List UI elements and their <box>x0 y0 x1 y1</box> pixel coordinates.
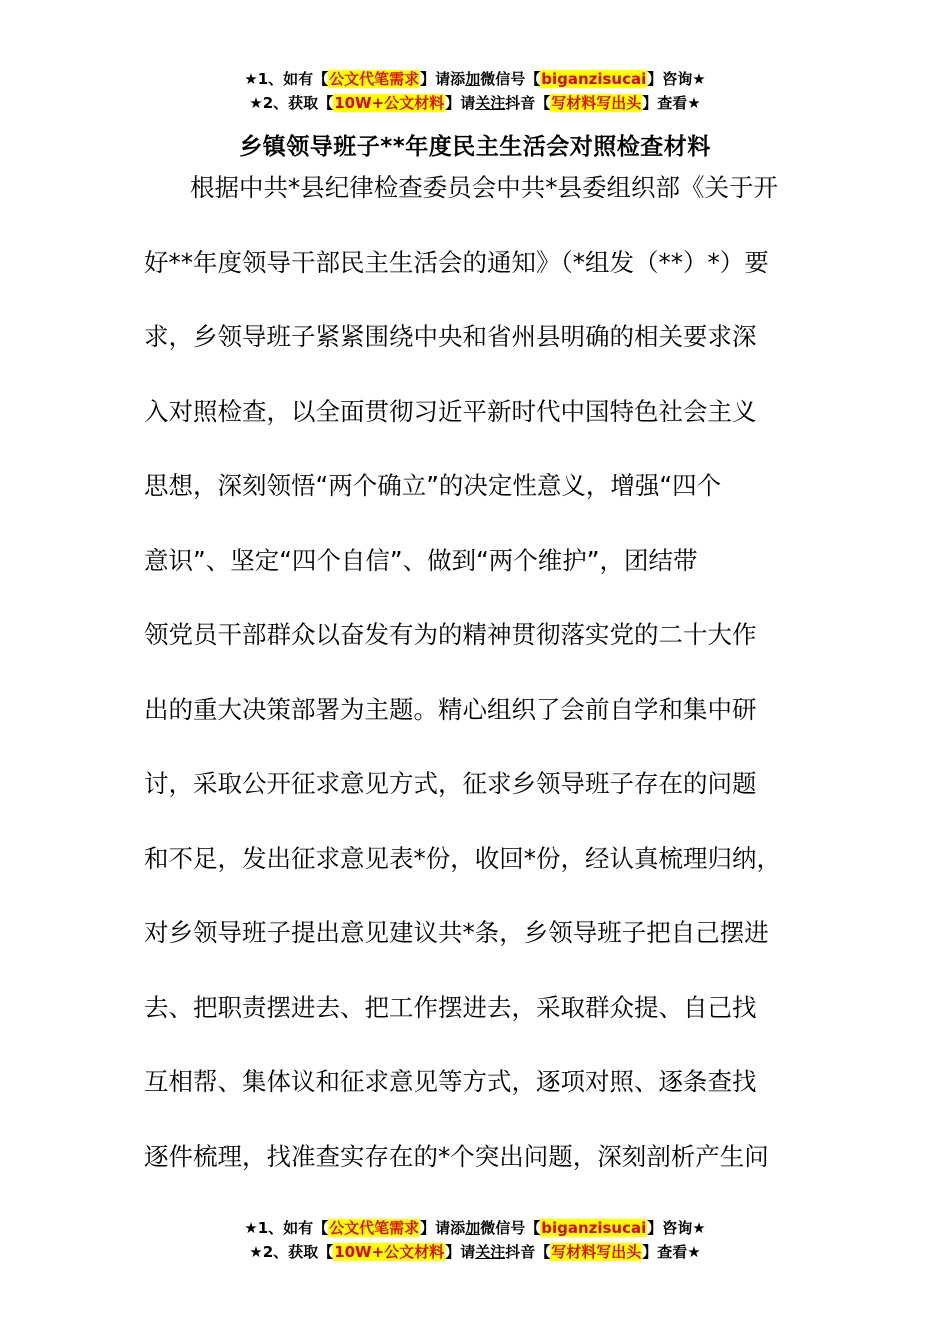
notice-text: 】查看★ <box>642 94 701 112</box>
notice-text: 微信号【 <box>480 1219 541 1237</box>
body-line: 去、把职责摆进去、把工作摆进去，采取群众提、自己找 <box>144 992 757 1022</box>
materials-highlight: 10W+公文材料 <box>334 94 445 112</box>
body-line: 对乡领导班子提出意见建议共*条，乡领导班子把自己摆进 <box>144 918 769 947</box>
notice-underlined-text: 关注 <box>475 94 506 112</box>
notice-text: 抖音【 <box>505 94 551 112</box>
header-notice <box>0 67 950 115</box>
document-body <box>144 170 806 1213</box>
body-line: 意识”、坚定“四个自信”、做到“两个维护”，团结带 <box>144 545 698 575</box>
notice-line-1 <box>0 67 950 91</box>
body-line: 逐件梳理，找准查实存在的*个突出问题，深刻剖析产生问 <box>144 1141 769 1171</box>
body-line: 和不足，发出征求意见表*份，收回*份，经认真梳理归纳， <box>144 843 781 873</box>
notice-line-1 <box>0 1216 950 1240</box>
notice-text: ★2、获取【 <box>249 1243 334 1261</box>
notice-text: ★2、获取【 <box>249 94 334 112</box>
body-line: 求，乡领导班子紧紧围绕中央和省州县明确的相关要求深 <box>144 322 757 351</box>
notice-text: 】咨询★ <box>647 1219 706 1237</box>
notice-text: 】请 <box>445 1243 476 1261</box>
notice-line-2 <box>0 91 950 115</box>
notice-text: ★1、如有【 <box>244 70 329 88</box>
body-line: 思想，深刻领悟“两个确立”的决定性意义，增强“四个 <box>144 471 722 500</box>
notice-text: 抖音【 <box>505 1243 551 1261</box>
douyin-account-highlight: 写材料写出头 <box>551 1243 642 1261</box>
notice-text: 】请 <box>445 94 476 112</box>
body-line: 讨，采取公开征求意见方式，征求乡领导班子存在的问题 <box>144 769 757 798</box>
body-line: 领党员干部群众以奋发有为的精神贯彻落实党的二十大作 <box>144 620 757 649</box>
notice-underlined-text: 加 <box>465 70 481 88</box>
notice-text: 】查看★ <box>642 1243 701 1261</box>
notice-line-2 <box>0 1240 950 1264</box>
notice-text: ★1、如有【 <box>244 1219 329 1237</box>
footer-notice <box>0 1216 950 1264</box>
notice-underlined-text: 关注 <box>475 1243 506 1261</box>
materials-highlight: 10W+公文材料 <box>334 1243 445 1261</box>
wechat-id-highlight: biganzisucai <box>541 70 647 88</box>
body-line: 互相帮、集体议和征求意见等方式，逐项对照、逐条查找 <box>144 1067 757 1096</box>
notice-text: 】请添 <box>420 70 466 88</box>
notice-text: 】请添 <box>420 1219 466 1237</box>
body-line: 好**年度领导干部民主生活会的通知》（*组发（**）*）要 <box>144 247 769 277</box>
body-line: 入对照检查，以全面贯彻习近平新时代中国特色社会主义 <box>144 396 757 426</box>
notice-text: 】咨询★ <box>647 70 706 88</box>
body-line: 出的重大决策部署为主题。精心组织了会前自学和集中研 <box>144 694 757 724</box>
ghostwriting-highlight: 公文代笔需求 <box>329 1219 420 1237</box>
douyin-account-highlight: 写材料写出头 <box>551 94 642 112</box>
wechat-id-highlight: biganzisucai <box>541 1219 647 1237</box>
notice-text: 微信号【 <box>480 70 541 88</box>
body-line: 根据中共*县纪律检查委员会中共*县委组织部《关于开 <box>190 173 778 202</box>
notice-underlined-text: 加 <box>465 1219 481 1237</box>
ghostwriting-highlight: 公文代笔需求 <box>329 70 420 88</box>
document-title: 乡镇领导班子**年度民主生活会对照检查材料 <box>239 134 711 160</box>
